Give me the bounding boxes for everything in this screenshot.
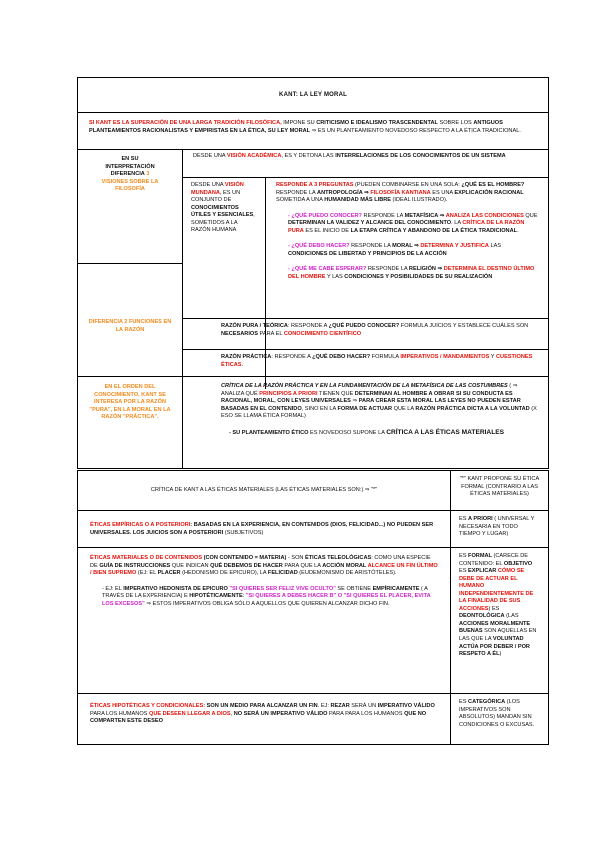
text: QUE bbox=[523, 212, 538, 219]
text: DEONTOLÓGICA bbox=[459, 613, 505, 620]
text: RESPONDE LA bbox=[276, 189, 318, 196]
text: Y LAS bbox=[325, 273, 345, 280]
hypothetical-ethics-cell bbox=[78, 693, 450, 744]
text: "SI QUIERES A DEBES HACER B" O "SI QUIERES EL PLACER, EVITA LOS EXCESOS" bbox=[102, 593, 431, 607]
text: (PUEDEN COMBINARSE EN UNA SOLA: bbox=[353, 182, 462, 188]
text: - EJ: EL bbox=[102, 585, 124, 592]
text: FORMULA bbox=[370, 354, 401, 360]
text: RAZÓN PURA / TEÓRICA bbox=[221, 323, 288, 329]
text: SOBRE LOS bbox=[437, 120, 474, 126]
text: ( UNIVERSAL Y NECESARIA EN TODO TIEMPO Y LUGAR) bbox=[459, 516, 535, 538]
text: ¿QUÉ ES EL HOMBRE? bbox=[461, 182, 525, 188]
text: : SON UN MEDIO PARA ALCANZAR UN FIN bbox=[203, 703, 318, 709]
question-metaphysics bbox=[276, 213, 538, 236]
text: QUE INDICAN bbox=[170, 562, 211, 569]
text: CRÍTICA DE LA RAZÓN PURA bbox=[288, 220, 525, 234]
text: INTERPRETACIÓN bbox=[105, 163, 155, 170]
epicurus-example bbox=[90, 586, 438, 609]
text: ⇒ ESTOS IMPERATIVOS OBLIGA SÓLO A AQUELLOS QUE QUIEREN ALCANZAR DICHO FIN. bbox=[144, 600, 390, 607]
text: DESDE UNA bbox=[191, 182, 225, 188]
text: (CON CONTENIDO = MATERIA) bbox=[202, 555, 287, 561]
material-ethics-table bbox=[77, 470, 549, 745]
text: SERÁ UN bbox=[349, 703, 378, 709]
text: Y bbox=[489, 354, 496, 360]
text: DESDE UNA bbox=[193, 153, 227, 159]
text: QUE DESEEN LLEGAR A DIOS bbox=[148, 710, 231, 717]
novel-approach bbox=[221, 429, 538, 438]
text: TIENEN QUE bbox=[317, 390, 355, 397]
text: ÉTICAS EMPÍRICAS O A POSTERIORI bbox=[90, 522, 191, 528]
text: RELIGIÓN ⇒ bbox=[408, 266, 444, 273]
text: - ¿QUÉ PUEDO CONOCER? bbox=[288, 212, 362, 219]
formal-cell bbox=[450, 547, 548, 693]
text: : BASADAS EN LA EXPERIENCIA, EN CONTENIDOS (DIOS, FELICIDAD...) NO PUEDEN SER UNIVERSALES. LOS JUICIOS SON A POSTERIORI bbox=[90, 522, 434, 536]
text: VOLUNTAD ACTÚA POR DEBER / POR RESPETO A ÉL bbox=[459, 636, 530, 658]
text: DIFERENCIA bbox=[110, 171, 147, 178]
text: CONDICIONES DE LIBERTAD Y PRINCIPIOS DE LA ACCIÓN bbox=[288, 250, 447, 257]
text: CRITICISMO E IDEALISMO TRASCENDENTAL bbox=[316, 120, 438, 126]
empirical-ethics-cell bbox=[78, 510, 450, 547]
text: (IDEAL ILUSTRADO). bbox=[391, 197, 448, 204]
knowledge-order-cell bbox=[78, 376, 182, 468]
text: . EJ: bbox=[317, 703, 331, 709]
text: A PRIORI bbox=[468, 516, 493, 522]
text: ALCANCE UN FIN ÚLTIMO / BIEN SUPREMO bbox=[90, 562, 438, 577]
text: SE OBTIENE bbox=[335, 585, 373, 592]
text: "SI QUIERES SER FELIZ VIVE OCULTO" bbox=[227, 585, 336, 592]
text: : COMO UNA ESPECIE DE bbox=[90, 555, 431, 569]
text: EXPLICAR bbox=[468, 568, 498, 575]
text: GUÍA DE INSTRUCCIONES bbox=[99, 562, 171, 569]
text: PARA PARA LOS HUMANOS bbox=[327, 710, 405, 717]
text: , SINO EN LA bbox=[301, 405, 338, 412]
text: ACCIÓN MORAL bbox=[322, 562, 368, 569]
text: "*" KANT PROPONE SU ÉTICA FORMAL (CONTRARIO A LAS ÉTICAS MATERIALES) bbox=[459, 476, 540, 498]
text: CRÍTICA DE KANT A LAS ÉTICAS MATERIALES (LAS ÉTICAS MATERIALES SON:) ⇒ "*" bbox=[150, 486, 378, 493]
kant-moral-law-table bbox=[77, 77, 549, 469]
text: ( A TRAVÉS DE LA EXPERIENCIA) E bbox=[102, 585, 428, 600]
text: ÉTICAS MATERIALES O DE CONTENIDOS bbox=[90, 555, 203, 561]
formal-ethics-header bbox=[450, 471, 548, 510]
text: , SOMETIDOS A LA RAZÓN HUMANA bbox=[191, 212, 255, 234]
text: (EUDEMONISMO DE ARISTÓTELES). bbox=[297, 570, 397, 577]
table-title: KANT: LA LEY MORAL bbox=[279, 91, 347, 98]
text: LA ETAPA CRÍTICA Y ABANDONO DE LA ÉTICA TRADICIONAL bbox=[350, 227, 518, 234]
intro-cell bbox=[78, 112, 548, 149]
academic-vision-cell bbox=[182, 149, 548, 177]
text: : RESPONDE A bbox=[287, 323, 329, 329]
text: (LOS IMPERATIVOS SON ABSOLUTOS) MANDAN SIN CONDICIONES O EXCUSAS. bbox=[459, 699, 535, 728]
intro-lead: SI KANT ES LA SUPERACIÓN DE UNA LARGA TRADICIÓN FILOSÓFICA, bbox=[89, 120, 282, 126]
text: ) ES bbox=[488, 605, 500, 612]
critique-header bbox=[78, 471, 450, 510]
text: , bbox=[230, 710, 234, 717]
text: RESPONDE LA bbox=[349, 243, 393, 250]
text: ACCIONES MORALMENTE BUENAS bbox=[459, 620, 531, 635]
text: RAZÓN PRÁCTICA DICTA A LA VOLUNTAD bbox=[415, 405, 530, 412]
text: RESPONDE LA bbox=[361, 212, 405, 219]
text: ÉTICAS TELEOLÓGICAS bbox=[305, 555, 372, 561]
text: ÉTICAS HIPOTÉTICAS Y CONDICIONALES bbox=[90, 703, 204, 709]
text: 3 bbox=[146, 171, 150, 178]
text: VISIONES SOBRE LA FILOSOFÍA bbox=[101, 178, 159, 193]
text: DIFERENCIA 2 FUNCIONES EN LA RAZÓN bbox=[88, 318, 172, 333]
text: CONOCIMIENTO CIENTÍFICO bbox=[283, 330, 362, 337]
text: LAS bbox=[488, 243, 502, 250]
text: PARA QUE LA bbox=[282, 562, 323, 569]
text: QUÉ DEBEMOS DE HACER bbox=[210, 562, 283, 569]
text: ES bbox=[459, 553, 469, 559]
material-ethics-cell bbox=[78, 547, 450, 693]
text: PRINCIPIOS A PRIORI bbox=[259, 390, 318, 397]
text: FORMAL bbox=[468, 553, 492, 559]
text: ANTROPOLOGÍA ⇒ bbox=[317, 189, 371, 196]
text: IMPERATIVO HEDONISTA DE EPICURO bbox=[123, 585, 228, 592]
pure-reason-cell bbox=[182, 318, 548, 349]
text: (HEDONISMO DE EPICURO), LA bbox=[180, 570, 268, 577]
text: (LAS bbox=[504, 613, 519, 620]
text: QUE LA bbox=[392, 405, 416, 412]
text: . LA bbox=[451, 220, 463, 227]
text: : RESPONDE A bbox=[271, 354, 313, 360]
text: METAFÍSICA ⇒ bbox=[404, 212, 446, 219]
text: - SON bbox=[286, 555, 306, 561]
text: IMPERATIVOS / MANDAMIENTOS bbox=[400, 354, 490, 360]
text: ANTIGUOS PLANTEAMIENTOS RACIONALISTAS Y EMPIRISTAS EN LA ÉTICA, SU LEY MORAL bbox=[89, 120, 503, 134]
text: ¿QUÉ PUEDO CONOCER? bbox=[328, 323, 400, 329]
text: CONOCIMIENTOS ÚTILES Y ESENCIALES bbox=[191, 204, 254, 219]
text: , ES UN CONJUNTO DE bbox=[191, 189, 241, 204]
text: PLACER bbox=[157, 570, 181, 577]
text: EN EL ORDEN DEL CONOCIMIENTO, KANT SE INTERESA POR LA RAZÓN "PURA", EN LA MORAL EN LA RAZÓN "PRÁCTICA". bbox=[89, 384, 171, 421]
text: CRÍTICA A LAS ÉTICAS MATERIALES bbox=[386, 428, 505, 436]
text: HUMANIDAD MÁS LIBRE bbox=[324, 197, 391, 204]
text: EN SU bbox=[121, 156, 139, 162]
text: ANALIZA LAS CONDICIONES bbox=[445, 212, 524, 219]
text: . bbox=[241, 361, 244, 368]
text: OBJETIVO bbox=[503, 560, 533, 567]
text: (EJ: EL bbox=[136, 570, 158, 577]
text: DETERMINAN LA VALIDEZ Y ALCANCE DEL CONOCIMIENTO bbox=[288, 220, 452, 227]
text: HIPOTÉTICAMENTE bbox=[189, 593, 243, 600]
text: (CARECE DE CONTENIDO: EL bbox=[459, 553, 529, 567]
text: IMPERATIVO VÁLIDO bbox=[377, 703, 435, 709]
text: ES bbox=[459, 516, 469, 522]
text: INTERRELACIONES DE LOS CONOCIMIENTOS DE UN SISTEMA bbox=[335, 153, 506, 159]
text: CATEGÓRICA bbox=[468, 699, 506, 705]
text: ES NOVEDOSO SUPONE LA bbox=[308, 429, 387, 436]
text: - ¿QUÉ ME CABE ESPERAR? bbox=[288, 266, 367, 273]
text: DETERMINA Y JUSTIFICA bbox=[420, 243, 489, 250]
text: - ¿QUÉ DEBO HACER? bbox=[288, 243, 350, 250]
text: PARA LOS HUMANOS bbox=[90, 710, 149, 717]
text: ) bbox=[499, 651, 502, 658]
text: SOMETIDA A UNA bbox=[276, 197, 325, 204]
practical-reason-cell bbox=[182, 349, 548, 376]
text: CÓMO SE DEBE DE ACTUAR EL HUMANO INDEPENDIENTEMENTE DE LA FINALIDAD DE SUS ACCIONES bbox=[459, 568, 534, 612]
text: (SUBJETIVOS) bbox=[223, 529, 264, 536]
text: ( ⇒ ANALIZA QUÉ bbox=[221, 383, 518, 397]
text: ¿QUÉ DEBO HACER? bbox=[312, 354, 371, 360]
text: CONDICIONES Y POSIBILIDADES DE SU REALIZACIÓN bbox=[344, 273, 493, 280]
a-priori-cell bbox=[450, 510, 548, 547]
question-religion bbox=[276, 266, 538, 281]
categorical-cell bbox=[450, 693, 548, 744]
text: ES bbox=[459, 568, 469, 575]
text: RESPONDE LA bbox=[366, 266, 409, 273]
text: PARA EL bbox=[258, 330, 284, 337]
text: EXPLICACIÓN RACIONAL bbox=[454, 189, 524, 196]
text: FELICIDAD bbox=[267, 570, 298, 577]
two-functions-cell bbox=[78, 263, 182, 389]
question-moral bbox=[276, 243, 538, 258]
text: CUESTIONES ÉTICAS bbox=[221, 354, 533, 368]
text: DETERMINA EL DESTINO ÚLTIMO DEL HOMBRE bbox=[288, 266, 535, 280]
text: PARA CREAR ESTA MORAL LAS LEYES NO PUEDEN ESTAR BASADAS EN EL CONTENIDO bbox=[221, 398, 521, 412]
text: FORMA DE ACTUAR bbox=[337, 405, 393, 412]
text: REZAR bbox=[330, 703, 350, 709]
text: , ES Y DETONA LAS bbox=[281, 153, 336, 159]
text: NO SERÁ UN IMPERATIVO VÁLIDO bbox=[233, 710, 328, 717]
text: MORAL ⇒ bbox=[392, 243, 421, 250]
text: VISIÓN MUNDANA bbox=[191, 182, 244, 196]
interpretation-cell bbox=[78, 149, 182, 263]
text: ES UNA bbox=[430, 189, 455, 196]
text: FILOSOFÍA KANTIANA bbox=[370, 189, 431, 196]
text: SON AQUELLAS EN LAS QUE LA bbox=[459, 628, 537, 643]
text: . bbox=[517, 227, 519, 234]
text: EMPÍRICAMENTE bbox=[372, 585, 420, 592]
text: RAZÓN PRÁCTICA bbox=[221, 354, 272, 360]
text: DETERMINAN AL HOMBRE A OBRAR SI SU CONDUCTA ES RACIONAL, MORAL, CON LEYES UNIVERSALES bbox=[221, 390, 513, 405]
text: FORMULA JUICIOS Y ESTABLECE CUÁLES SON bbox=[399, 323, 529, 329]
text: QUE NO COMPARTEN ESTE DESEO bbox=[90, 710, 427, 725]
text: : bbox=[242, 593, 246, 600]
text: NECESARIOS bbox=[221, 330, 258, 337]
text: (X ESO SE LLAMA ÉTICA FORMAL) bbox=[221, 405, 537, 420]
text: RESPONDE A 3 PREGUNTAS bbox=[276, 182, 354, 188]
text: ES bbox=[459, 699, 469, 705]
text: ES EL INICIO DE bbox=[303, 227, 351, 234]
text: VISIÓN ACADÉMICA bbox=[226, 153, 282, 159]
text: IMPONE SU bbox=[281, 120, 317, 126]
text: - SU PLANTEAMIENTO ÉTICO bbox=[229, 429, 309, 436]
text: CRÍTICA DE LA RAZÓN PRÁCTICA Y EN LA FUNDAMENTACIÓN DE LA METAFÍSICA DE LAS COSTUMBRES bbox=[221, 383, 508, 389]
text: ⇒ ES UN PLANTEAMIENTO NOVEDOSO RESPECTO A LA ÉTICA TRADICIONAL. bbox=[310, 127, 521, 134]
text: ⇒ bbox=[350, 398, 359, 405]
critique-practical-reason-cell bbox=[182, 376, 548, 468]
